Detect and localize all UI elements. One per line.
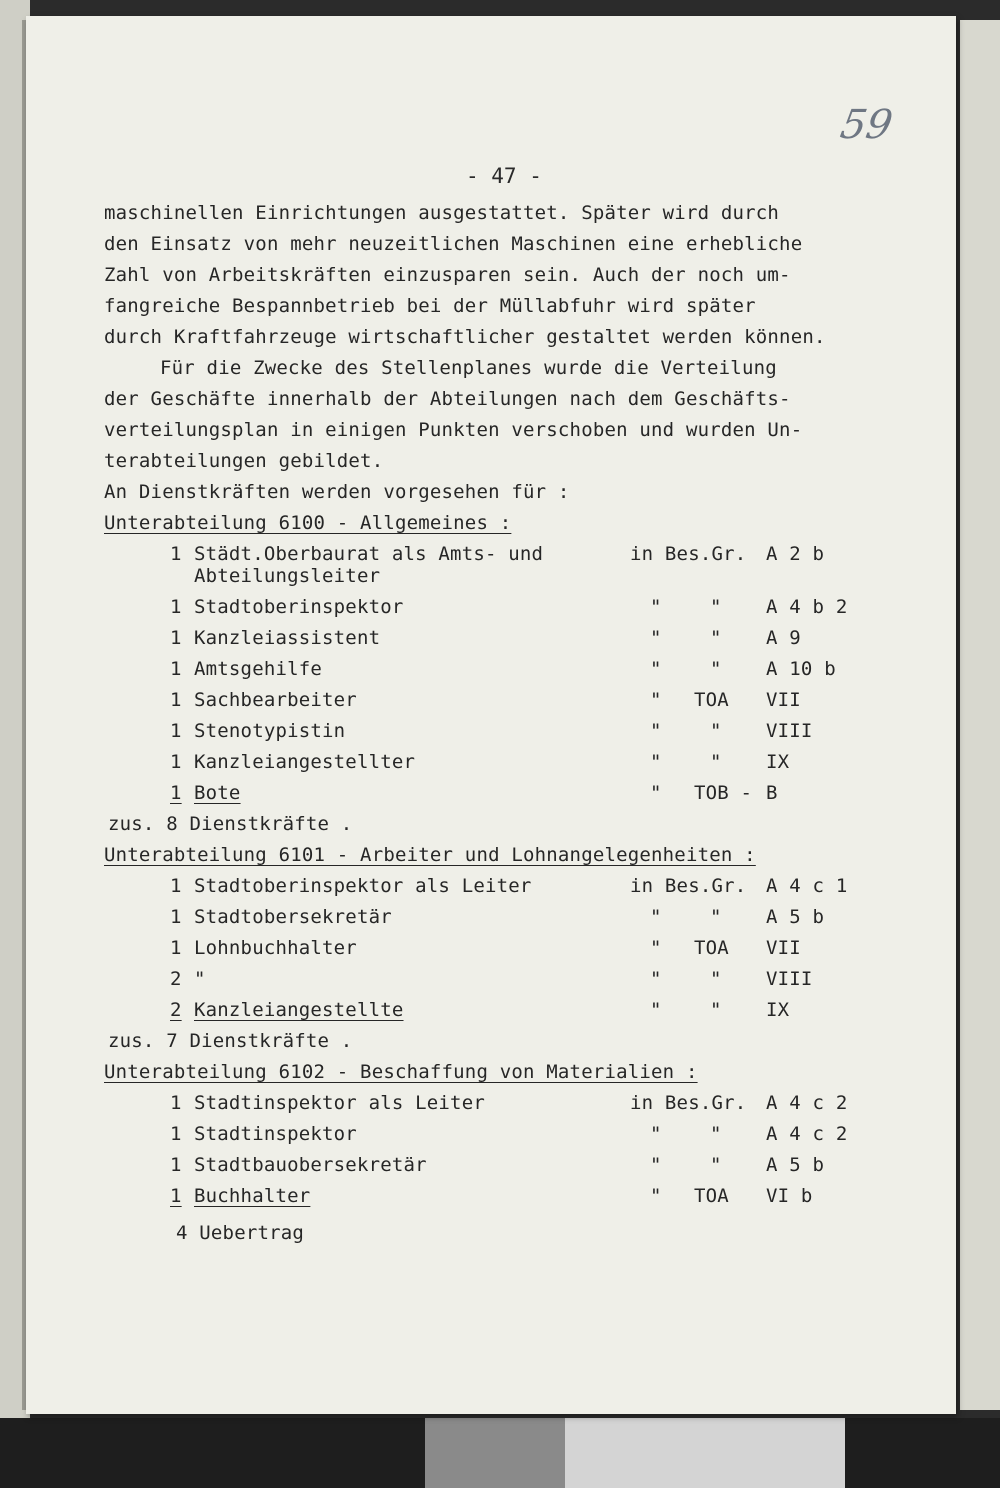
row-title: Stadtbauobersekretär bbox=[194, 1154, 427, 1176]
row-grade: VII bbox=[766, 937, 801, 959]
row-grade: A 4 c 2 bbox=[766, 1123, 848, 1145]
carry-forward: 4 Uebertrag bbox=[176, 1222, 305, 1244]
row-besgr-label: " bbox=[650, 720, 662, 742]
row-title: Kanzleiangestellte bbox=[194, 999, 404, 1021]
row-count: 1 bbox=[170, 875, 182, 897]
paragraph-line: verteilungsplan in einigen Punkten verschoben und wurden Un- bbox=[104, 419, 803, 441]
section-heading: Unterabteilung 6100 - Allgemeines : bbox=[104, 512, 512, 534]
row-group: TOA bbox=[694, 937, 729, 959]
row-grade: A 4 b 2 bbox=[766, 596, 848, 618]
row-besgr-label: " bbox=[650, 937, 662, 959]
row-count: 2 bbox=[170, 968, 182, 990]
row-title: Amtsgehilfe bbox=[194, 658, 323, 680]
paragraph-line: fangreiche Bespannbetrieb bei der Müllabfuhr wird später bbox=[104, 295, 756, 317]
row-count: 1 bbox=[170, 1092, 182, 1114]
row-group: TOA bbox=[694, 1185, 729, 1207]
row-group: " bbox=[710, 1123, 722, 1145]
row-grade: A 2 b bbox=[766, 543, 825, 565]
paragraph-line: Zahl von Arbeitskräften einzusparen sein. Auch der noch um- bbox=[104, 264, 791, 286]
row-title: Stadtinspektor bbox=[194, 1123, 357, 1145]
row-count: 1 bbox=[170, 1185, 182, 1207]
section-total: zus. 8 Dienstkräfte . bbox=[108, 813, 353, 835]
row-group: " bbox=[710, 999, 722, 1021]
row-grade: A 10 b bbox=[766, 658, 836, 680]
row-besgr-label: " bbox=[650, 627, 662, 649]
row-grade: VII bbox=[766, 689, 801, 711]
row-group: TOB - bbox=[694, 782, 753, 804]
row-group: " bbox=[710, 596, 722, 618]
row-grade: A 5 b bbox=[766, 906, 825, 928]
row-title: Kanzleiassistent bbox=[194, 627, 381, 649]
light-calibration-patch bbox=[565, 1418, 845, 1488]
row-title: Sachbearbeiter bbox=[194, 689, 357, 711]
row-grade: IX bbox=[766, 999, 790, 1021]
row-title: Lohnbuchhalter bbox=[194, 937, 357, 959]
row-besgr-label: " bbox=[650, 1123, 662, 1145]
row-count: 1 bbox=[170, 627, 182, 649]
intro-line: An Dienstkräften werden vorgesehen für : bbox=[104, 481, 570, 503]
row-count: 1 bbox=[170, 543, 182, 565]
section-heading: Unterabteilung 6101 - Arbeiter und Lohnangelegenheiten : bbox=[104, 844, 756, 866]
row-count: 1 bbox=[170, 751, 182, 773]
row-grade: IX bbox=[766, 751, 790, 773]
row-group: " bbox=[710, 658, 722, 680]
row-title: Stenotypistin bbox=[194, 720, 346, 742]
row-title: Kanzleiangestellter bbox=[194, 751, 416, 773]
paragraph-line: maschinellen Einrichtungen ausgestattet. Später wird durch bbox=[104, 202, 780, 224]
row-count: 1 bbox=[170, 720, 182, 742]
row-besgr-label: " bbox=[650, 689, 662, 711]
row-besgr-label: in Bes.Gr. bbox=[630, 875, 747, 897]
paragraph-line: durch Kraftfahrzeuge wirtschaftlicher gestaltet werden können. bbox=[104, 326, 826, 348]
paragraph-line: Für die Zwecke des Stellenplanes wurde die Verteilung bbox=[160, 357, 777, 379]
row-group: " bbox=[710, 1154, 722, 1176]
section-heading: Unterabteilung 6102 - Beschaffung von Materialien : bbox=[104, 1061, 698, 1083]
row-grade: B bbox=[766, 782, 778, 804]
row-group: TOA bbox=[694, 689, 729, 711]
document-page bbox=[26, 16, 956, 1414]
row-grade: A 4 c 1 bbox=[766, 875, 848, 897]
row-grade: VIII bbox=[766, 968, 813, 990]
paragraph-line: der Geschäfte innerhalb der Abteilungen nach dem Geschäfts- bbox=[104, 388, 791, 410]
row-group: " bbox=[710, 906, 722, 928]
row-group: " bbox=[710, 627, 722, 649]
row-grade: A 9 bbox=[766, 627, 801, 649]
row-grade: A 4 c 2 bbox=[766, 1092, 848, 1114]
row-title: Buchhalter bbox=[194, 1185, 311, 1207]
row-title: Bote bbox=[194, 782, 241, 804]
row-besgr-label: in Bes.Gr. bbox=[630, 1092, 747, 1114]
row-count: 1 bbox=[170, 596, 182, 618]
row-besgr-label: " bbox=[650, 751, 662, 773]
row-besgr-label: " bbox=[650, 906, 662, 928]
row-title-continued: Abteilungsleiter bbox=[194, 565, 381, 587]
paragraph-line: terabteilungen gebildet. bbox=[104, 450, 384, 472]
row-besgr-label: " bbox=[650, 658, 662, 680]
row-group: " bbox=[710, 751, 722, 773]
row-count: 1 bbox=[170, 689, 182, 711]
row-besgr-label: " bbox=[650, 596, 662, 618]
page-number: - 47 - bbox=[466, 164, 542, 188]
paragraph-line: den Einsatz von mehr neuzeitlichen Maschinen eine erhebliche bbox=[104, 233, 803, 255]
handwritten-folio-number: 59 bbox=[836, 102, 896, 148]
row-title: Stadtoberinspektor als Leiter bbox=[194, 875, 532, 897]
row-besgr-label: " bbox=[650, 968, 662, 990]
row-besgr-label: in Bes.Gr. bbox=[630, 543, 747, 565]
row-title: Städt.Oberbaurat als Amts- und bbox=[194, 543, 544, 565]
row-group: " bbox=[710, 968, 722, 990]
row-count: 1 bbox=[170, 1123, 182, 1145]
row-besgr-label: " bbox=[650, 782, 662, 804]
row-title: Stadtinspektor als Leiter bbox=[194, 1092, 485, 1114]
section-total: zus. 7 Dienstkräfte . bbox=[108, 1030, 353, 1052]
row-count: 1 bbox=[170, 658, 182, 680]
row-group: " bbox=[710, 720, 722, 742]
row-grade: VIII bbox=[766, 720, 813, 742]
row-count: 2 bbox=[170, 999, 182, 1021]
row-besgr-label: " bbox=[650, 1185, 662, 1207]
underlying-page-edge bbox=[960, 20, 1000, 1410]
row-count: 1 bbox=[170, 937, 182, 959]
row-grade: A 5 b bbox=[766, 1154, 825, 1176]
row-besgr-label: " bbox=[650, 1154, 662, 1176]
row-count: 1 bbox=[170, 906, 182, 928]
row-grade: VI b bbox=[766, 1185, 813, 1207]
row-title: Stadtobersekretär bbox=[194, 906, 392, 928]
row-besgr-label: " bbox=[650, 999, 662, 1021]
row-title: Stadtoberinspektor bbox=[194, 596, 404, 618]
gray-calibration-patch bbox=[425, 1418, 565, 1488]
row-title: " bbox=[194, 968, 206, 990]
row-count: 1 bbox=[170, 1154, 182, 1176]
row-count: 1 bbox=[170, 782, 182, 804]
